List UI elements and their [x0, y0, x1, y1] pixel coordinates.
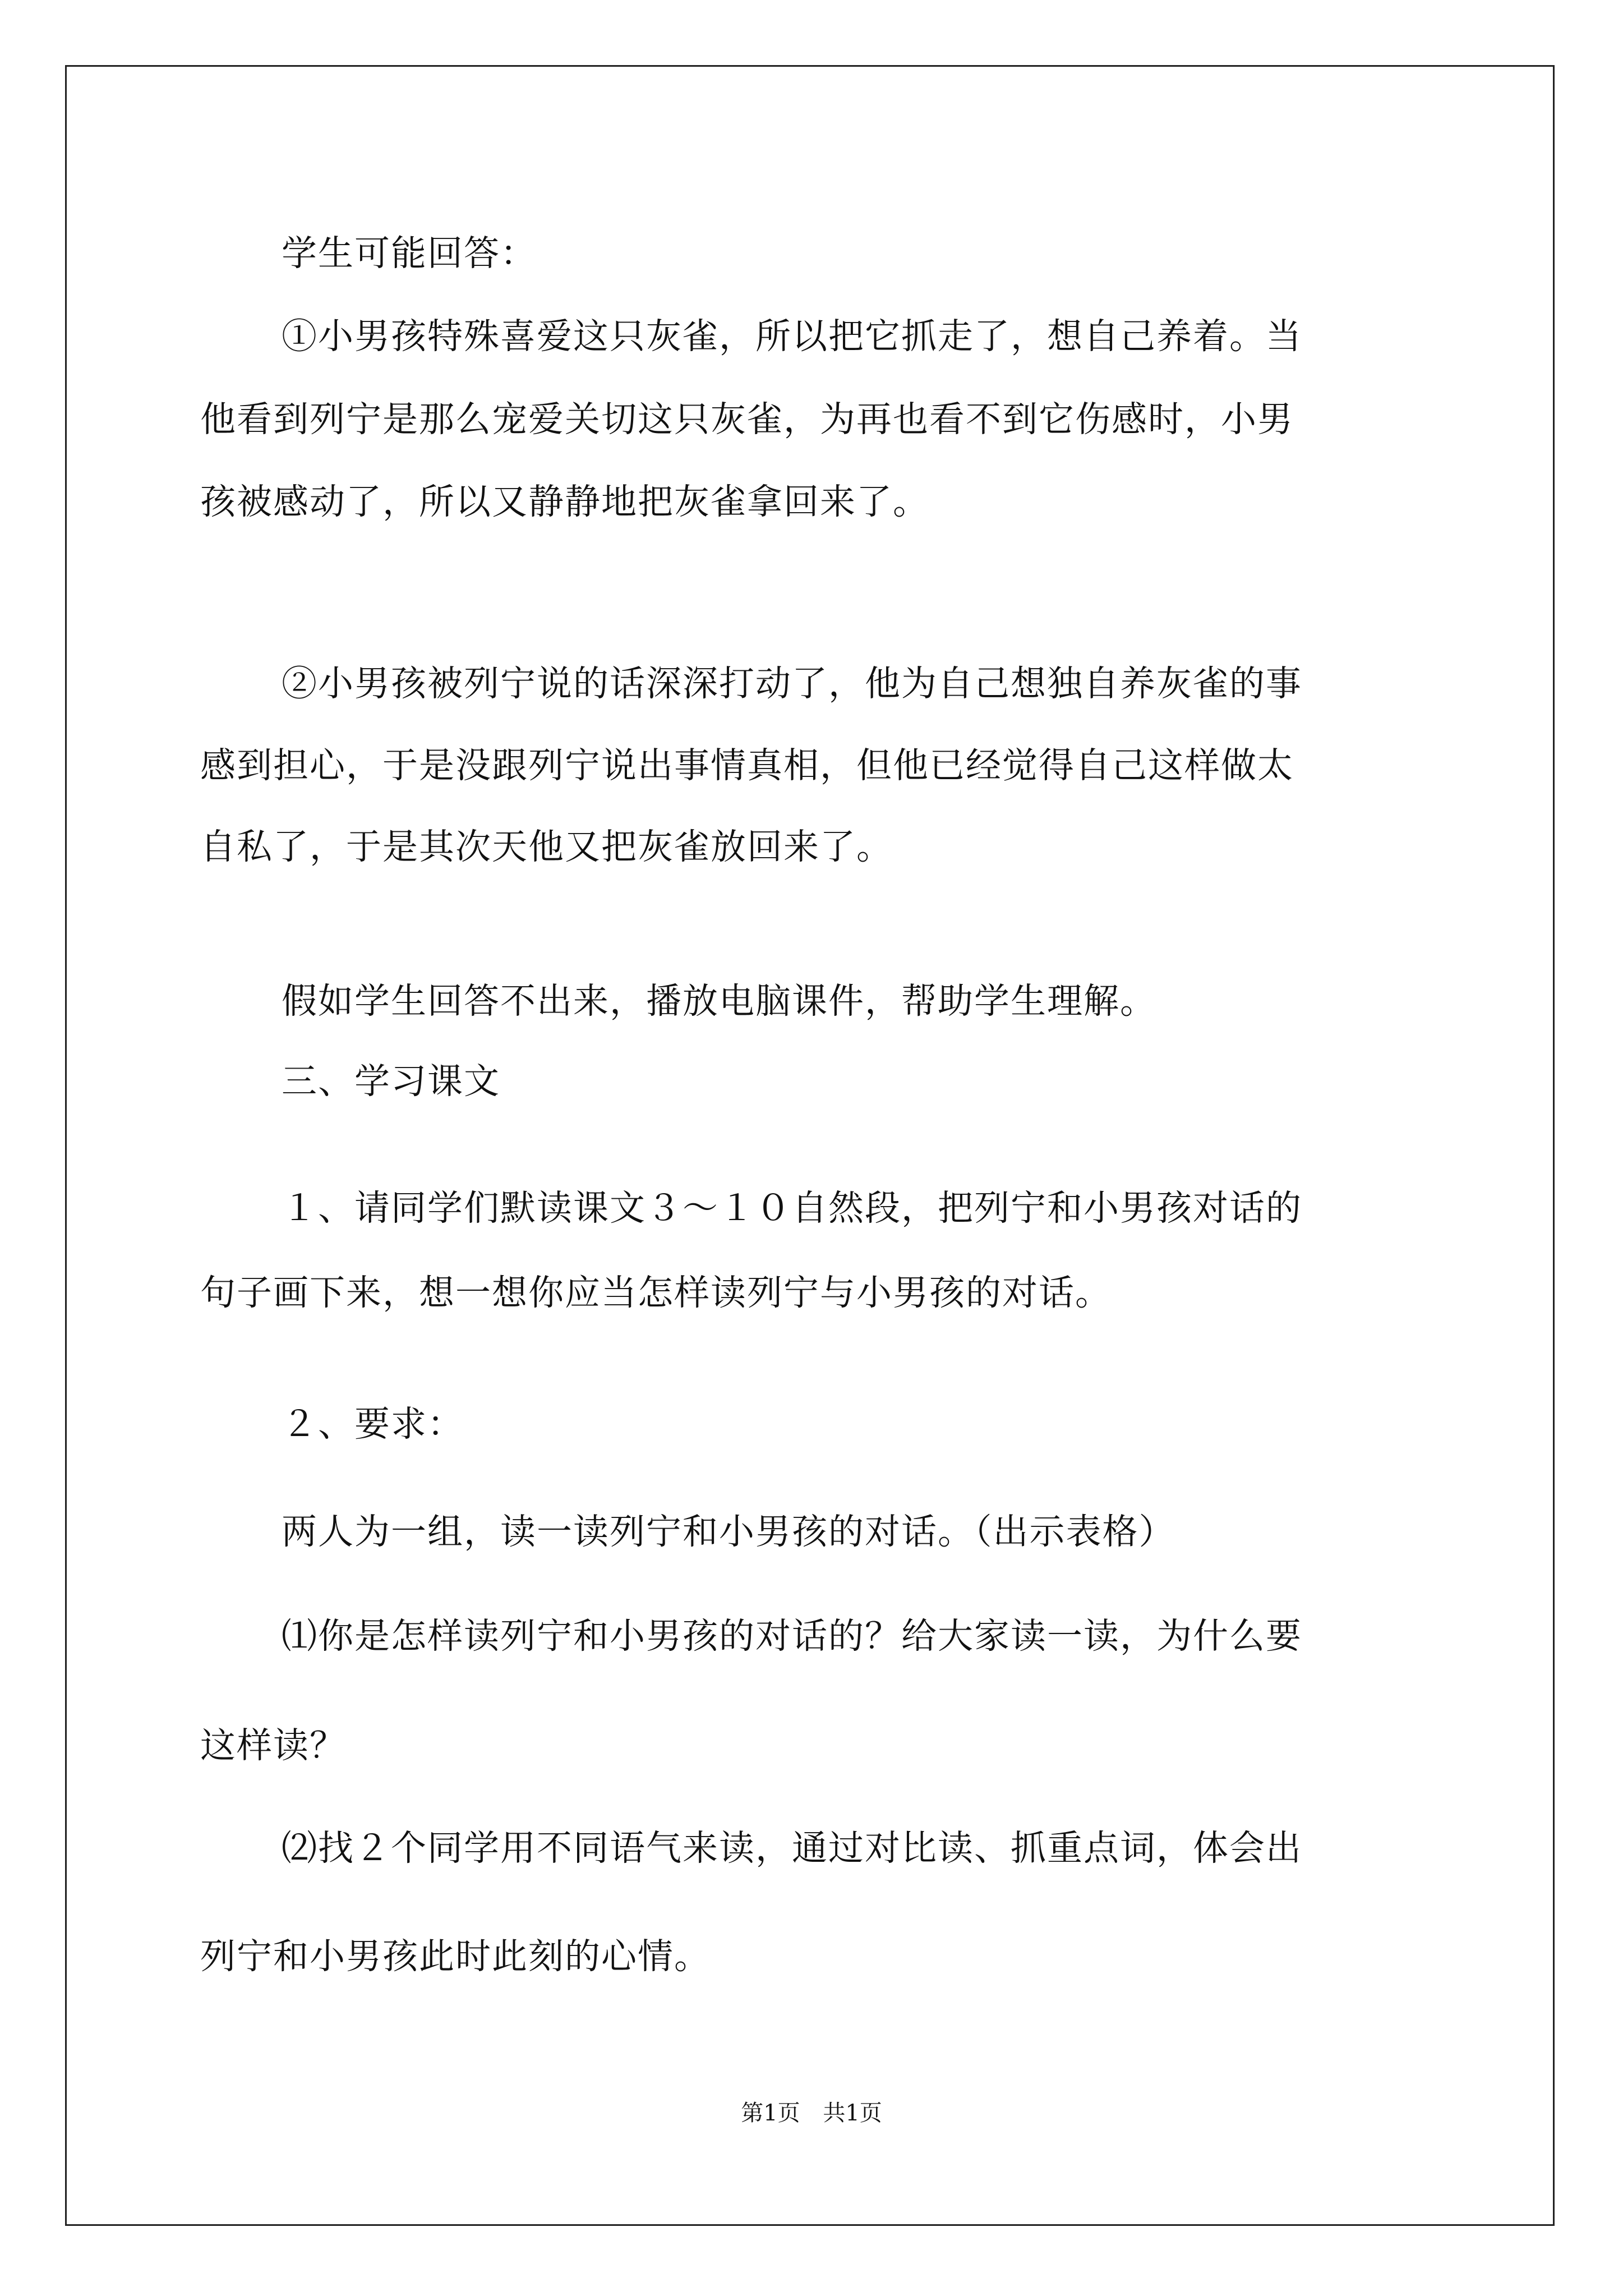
text-line: 假如学生回答不出来，播放电脑课件，帮助学生理解。: [282, 981, 1156, 1022]
text-line: 他看到列宁是那么宠爱关切这只灰雀，为再也看不到它伤感时，小男: [200, 399, 1294, 440]
page-total: 共1页: [823, 2100, 882, 2126]
text-line: 列宁和小男孩此时此刻的心情。: [200, 1936, 711, 1977]
text-line: １、请同学们默读课文３～１０自然段，把列宁和小男孩对话的: [282, 1188, 1302, 1228]
text-line: 孩被感动了，所以又静静地把灰雀拿回来了。: [200, 481, 929, 522]
text-line: 三、学习课文: [282, 1061, 500, 1102]
text-line: ①小男孩特殊喜爱这只灰雀，所以把它抓走了，想自己养着。当: [282, 316, 1302, 357]
text-line: ⑵找２个同学用不同语气来读，通过对比读、抓重点词，体会出: [282, 1828, 1302, 1869]
text-line: 感到担心，于是没跟列宁说出事情真相，但他已经觉得自己这样做太: [200, 745, 1294, 786]
text-line: 这样读？: [200, 1725, 346, 1766]
text-line: ⑴你是怎样读列宁和小男孩的对话的？给大家读一读，为什么要: [282, 1616, 1302, 1657]
text-line: 自私了，于是其次天他又把灰雀放回来了。: [200, 826, 893, 867]
page-footer: [0, 2099, 1623, 2127]
page-border: [65, 65, 1555, 2226]
text-line: ②小男孩被列宁说的话深深打动了，他为自己想独自养灰雀的事: [282, 663, 1302, 704]
text-line: 学生可能回答：: [282, 233, 537, 274]
text-line: 两人为一组，读一读列宁和小男孩的对话。（出示表格）: [282, 1511, 1175, 1552]
text-line: ２、要求：: [282, 1404, 464, 1444]
text-line: 句子画下来，想一想你应当怎样读列宁与小男孩的对话。: [200, 1272, 1112, 1313]
page-number: 第1页: [741, 2100, 800, 2126]
